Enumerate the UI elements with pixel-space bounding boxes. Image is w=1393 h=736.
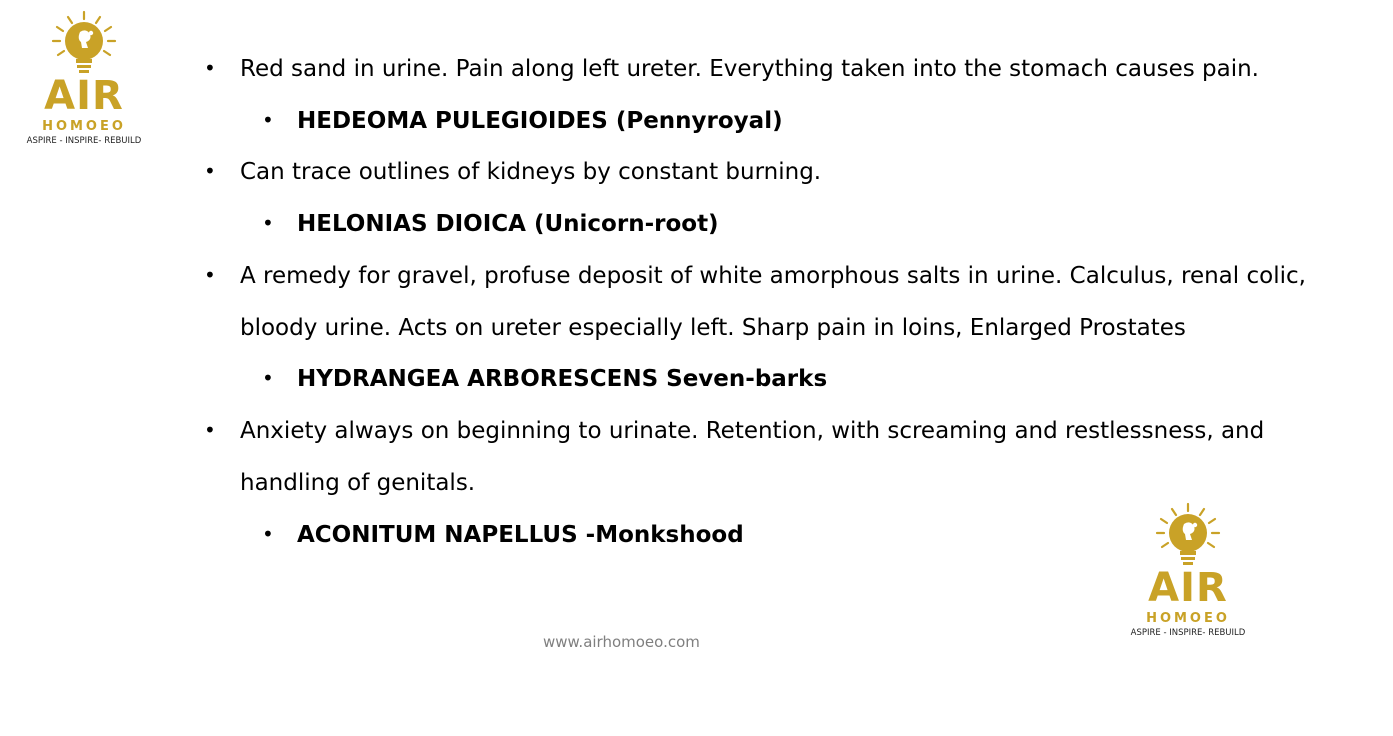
bullet-marker: • <box>204 263 216 287</box>
symptom-text: A remedy for gravel, profuse deposit of white amorphous salts in urine. Calculus, renal colic, <box>240 263 1306 289</box>
website-url[interactable]: www.airhomoeo.com <box>543 633 700 651</box>
brand-logo-top <box>24 10 144 146</box>
bullet-marker: • <box>262 108 274 132</box>
symptom-text: Anxiety always on beginning to urinate. Retention, with screaming and restlessness, and <box>240 418 1265 444</box>
bullet-marker: • <box>262 211 274 235</box>
symptom-text-continued: handling of genitals. <box>240 470 476 496</box>
bullet-marker: • <box>204 418 216 442</box>
brand-logo-bottom <box>1128 502 1248 638</box>
logo-tagline: ASPIRE - INSPIRE- REBUILD <box>1130 628 1246 638</box>
symptom-text: Can trace outlines of kidneys by constant burning. <box>240 159 822 185</box>
bullet-marker: • <box>262 522 274 546</box>
logo-name: AIR <box>44 73 124 119</box>
remedy-name: ACONITUM NAPELLUS -Monkshood <box>297 522 744 548</box>
remedy-name: HYDRANGEA ARBORESCENS Seven-barks <box>297 366 828 392</box>
logo-subname: HOMOEO <box>42 119 126 134</box>
remedy-name: HELONIAS DIOICA (Unicorn-root) <box>297 211 719 237</box>
logo-name: AIR <box>1148 565 1228 611</box>
logo-tagline: ASPIRE - INSPIRE- REBUILD <box>26 136 142 146</box>
symptom-text: Red sand in urine. Pain along left ureter. Everything taken into the stomach causes pain. <box>240 56 1259 82</box>
remedy-name: HEDEOMA PULEGIOIDES (Pennyroyal) <box>297 108 783 134</box>
symptom-text-continued: bloody urine. Acts on ureter especially left. Sharp pain in loins, Enlarged Prostates <box>240 315 1186 341</box>
lightbulb-icon <box>1148 502 1228 566</box>
lightbulb-icon <box>44 10 124 74</box>
bullet-marker: • <box>204 159 216 183</box>
bullet-marker: • <box>262 366 274 390</box>
logo-subname: HOMOEO <box>1146 611 1230 626</box>
bullet-marker: • <box>204 56 216 80</box>
